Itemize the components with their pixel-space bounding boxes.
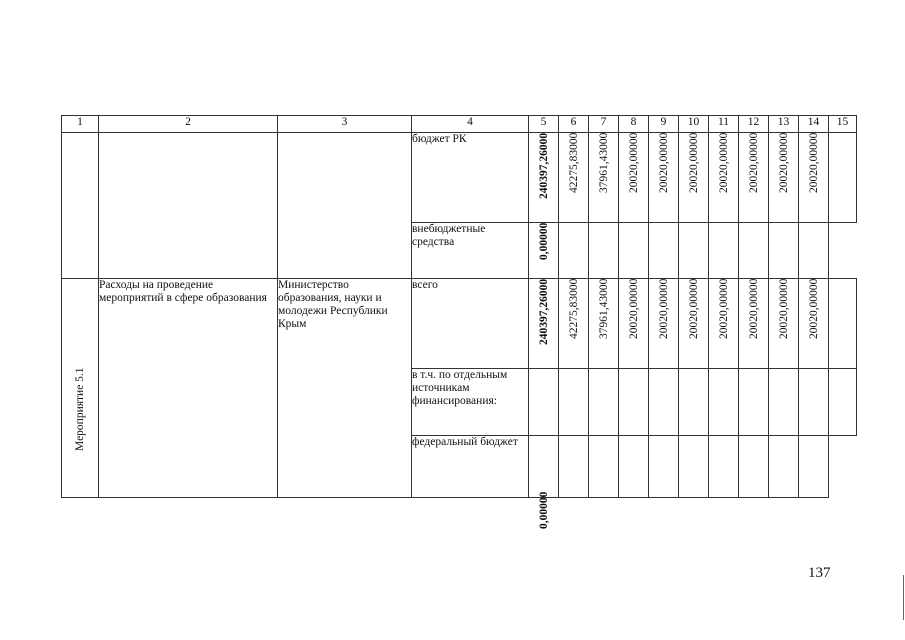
value-cell [559, 133, 589, 223]
source-label: бюджет РК [412, 133, 529, 223]
value-cell [769, 279, 799, 369]
value-cell [529, 133, 559, 223]
source-label: внебюджетные средства [412, 223, 529, 279]
header-cell: 5 [529, 116, 559, 133]
value-cell [619, 279, 649, 369]
value-cell [829, 279, 857, 369]
empty-cell [679, 436, 709, 498]
value-cell [589, 133, 619, 223]
empty-cell [709, 436, 739, 498]
empty-cell [739, 223, 769, 279]
source-label: в т.ч. по отдельным источникам финансирования: [412, 369, 529, 436]
value-text: 20020,00000 [807, 132, 820, 193]
value-cell [529, 223, 559, 279]
header-cell: 1 [62, 116, 99, 133]
page-number: 137 [808, 565, 831, 581]
header-cell: 15 [829, 116, 857, 133]
empty-cell [559, 369, 589, 436]
value-text: 20020,00000 [777, 278, 790, 339]
value-text: 20020,00000 [657, 132, 670, 193]
empty-cell [649, 436, 679, 498]
value-cell [679, 133, 709, 223]
header-cell: 3 [278, 116, 412, 133]
empty-cell [589, 223, 619, 279]
empty-cell [739, 436, 769, 498]
value-text: 0,00000 [537, 222, 550, 260]
value-text: 20020,00000 [627, 278, 640, 339]
header-cell: 8 [619, 116, 649, 133]
empty-cell [62, 133, 99, 279]
value-text: 20020,00000 [747, 132, 760, 193]
empty-cell [769, 436, 799, 498]
value-cell [709, 133, 739, 223]
empty-cell [619, 369, 649, 436]
value-text: 42275,83000 [567, 132, 580, 193]
empty-cell [829, 369, 857, 436]
header-cell: 7 [589, 116, 619, 133]
empty-cell [799, 436, 829, 498]
empty-cell [619, 223, 649, 279]
empty-cell [799, 369, 829, 436]
event-executor: Министерство образования, науки и молодежи Республики Крым [278, 279, 412, 498]
value-cell [529, 279, 559, 369]
header-cell: 10 [679, 116, 709, 133]
value-text: 20020,00000 [687, 278, 700, 339]
value-text: 20020,00000 [627, 132, 640, 193]
source-label: всего [412, 279, 529, 369]
empty-cell [529, 369, 559, 436]
value-text: 240397,26000 [537, 278, 550, 345]
header-cell: 6 [559, 116, 589, 133]
value-text: 20020,00000 [777, 132, 790, 193]
value-text: 42275,83000 [567, 278, 580, 339]
value-text: 20020,00000 [747, 278, 760, 339]
value-cell [739, 279, 769, 369]
value-text: 20020,00000 [717, 278, 730, 339]
value-cell [799, 279, 829, 369]
empty-cell [559, 436, 589, 498]
budget-table [61, 115, 857, 529]
value-cell [619, 133, 649, 223]
empty-cell [769, 369, 799, 436]
value-cell [769, 133, 799, 223]
event-name: Мероприятие 5.1 [74, 367, 86, 451]
value-cell [589, 279, 619, 369]
value-text: 20020,00000 [717, 132, 730, 193]
header-cell: 11 [709, 116, 739, 133]
empty-cell [589, 369, 619, 436]
empty-cell [589, 436, 619, 498]
header-cell: 14 [799, 116, 829, 133]
value-cell [649, 133, 679, 223]
empty-cell [278, 133, 412, 279]
value-cell [559, 279, 589, 369]
empty-cell [649, 369, 679, 436]
value-text: 0,00000 [537, 491, 550, 529]
empty-cell [709, 369, 739, 436]
event-description: Расходы на проведение мероприятий в сфере образования [99, 279, 278, 498]
empty-cell [679, 223, 709, 279]
empty-cell [559, 223, 589, 279]
empty-cell [649, 223, 679, 279]
header-cell: 4 [412, 116, 529, 133]
value-text: 20020,00000 [657, 278, 670, 339]
value-text: 37961,43000 [597, 278, 610, 339]
header-cell: 12 [739, 116, 769, 133]
header-cell: 13 [769, 116, 799, 133]
budget-rk-row [62, 133, 857, 223]
header-cell: 9 [649, 116, 679, 133]
source-label: федеральный бюджет [412, 436, 529, 498]
empty-cell [99, 133, 278, 279]
value-text: 20020,00000 [807, 278, 820, 339]
empty-cell [799, 223, 829, 279]
empty-cell [769, 223, 799, 279]
header-cell: 2 [99, 116, 278, 133]
value-cell [649, 279, 679, 369]
value-cell [739, 133, 769, 223]
event-name-cell [62, 279, 99, 498]
value-cell [799, 133, 829, 223]
value-text: 20020,00000 [687, 132, 700, 193]
empty-cell [619, 436, 649, 498]
value-text: 37961,43000 [597, 132, 610, 193]
value-cell [829, 133, 857, 223]
value-cell [679, 279, 709, 369]
value-cell [709, 279, 739, 369]
value-cell [529, 436, 559, 529]
header-row [62, 116, 857, 133]
value-text: 240397,26000 [537, 132, 550, 199]
empty-cell [709, 223, 739, 279]
page-edge-divider [903, 575, 904, 620]
empty-cell [679, 369, 709, 436]
empty-cell [739, 369, 769, 436]
total-row [62, 279, 857, 369]
